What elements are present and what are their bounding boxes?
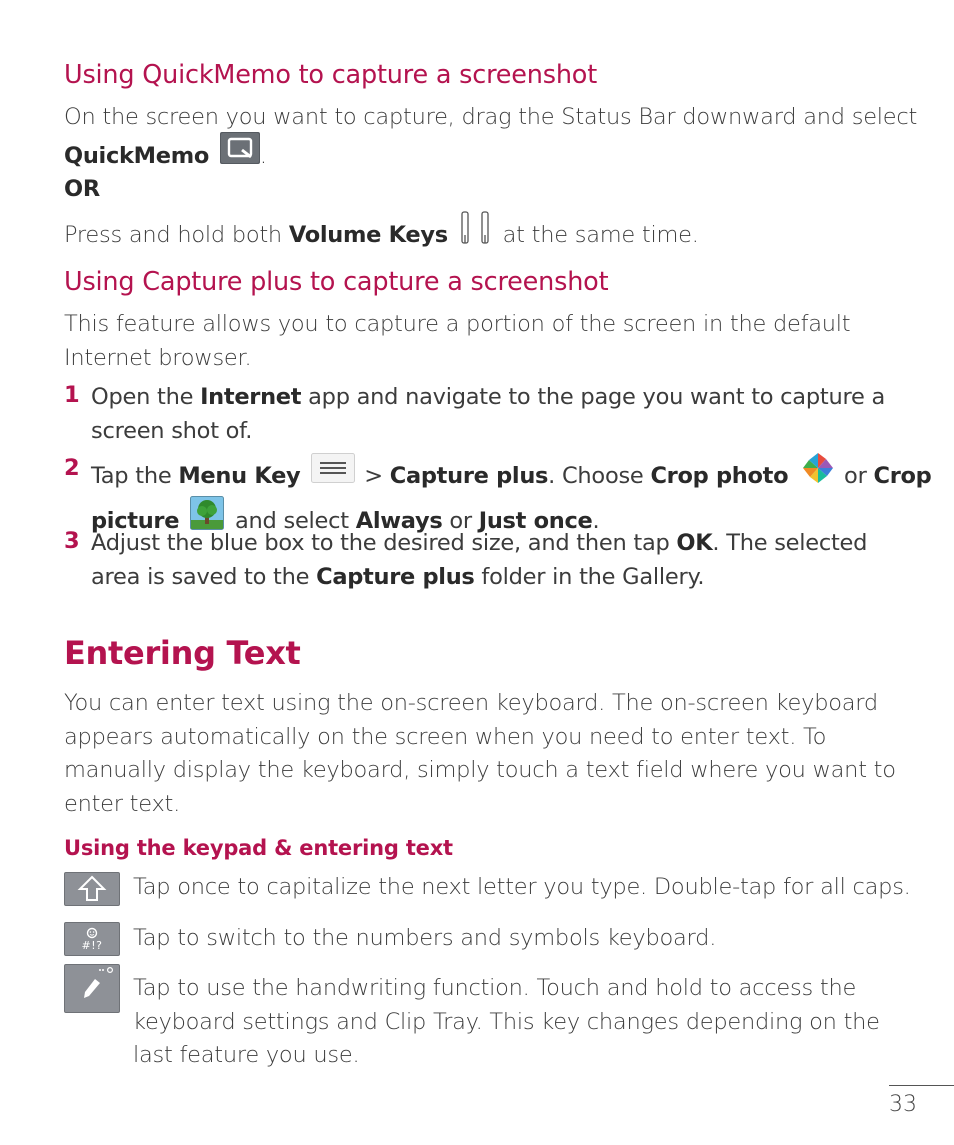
shift-key-description: Tap once to capitalize the next letter you type. Double-tap for all caps. xyxy=(133,874,911,900)
menu-key-icon xyxy=(311,453,355,494)
entering-text-heading: Entering Text xyxy=(64,634,301,672)
entering-text-paragraph: You can enter text using the on-screen keyboard. The on-screen keyboard appears automatically on the screen when you need to enter text. To manually display the keyboard, simply touch a text field where you want to enter text. xyxy=(64,690,896,817)
page-number: 33 xyxy=(889,1092,917,1117)
or-label: OR xyxy=(64,176,100,202)
symbols-key-icon: #!? xyxy=(64,922,120,956)
capture-plus-intro: This feature allows you to capture a portion of the screen in the default Internet browser. xyxy=(64,311,851,371)
quickmemo-paragraph: On the screen you want to capture, drag the Status Bar downward and select QuickMemo . xyxy=(64,101,917,177)
keypad-subheading: Using the keypad & entering text xyxy=(64,836,453,860)
page-number-rule xyxy=(889,1085,954,1086)
volume-keys-paragraph: Press and hold both Volume Keys at the same time. xyxy=(64,213,699,258)
step-2: Tap the Menu Key > Capture plus. Choose Crop photo or Crop picture and select Always or Just once. xyxy=(91,454,891,543)
step-number: 3 xyxy=(64,528,80,554)
volume-keys-icon xyxy=(459,211,493,256)
quickmemo-icon xyxy=(220,132,260,175)
handwriting-key-icon xyxy=(64,964,120,1013)
symbols-key-description: Tap to switch to the numbers and symbols keyboard. xyxy=(133,925,717,951)
step-1: Open the Internet app and navigate to the page you want to capture a screen shot of. xyxy=(91,384,885,444)
step-number: 2 xyxy=(64,455,80,481)
capture-plus-heading: Using Capture plus to capture a screenshot xyxy=(64,267,609,297)
crop-photo-icon xyxy=(801,451,835,496)
step-number: 1 xyxy=(64,382,80,408)
quickmemo-heading: Using QuickMemo to capture a screenshot xyxy=(64,60,597,90)
shift-key-icon xyxy=(64,872,120,906)
step-3: Adjust the blue box to the desired size, and then tap OK. The selected area is saved to the Capture plus folder in the Gallery. xyxy=(91,530,868,590)
handwriting-key-description: Tap to use the handwriting function. Touch and hold to access the keyboard settings and Clip Tray. This key changes depending on the last feature you use. xyxy=(133,975,880,1068)
